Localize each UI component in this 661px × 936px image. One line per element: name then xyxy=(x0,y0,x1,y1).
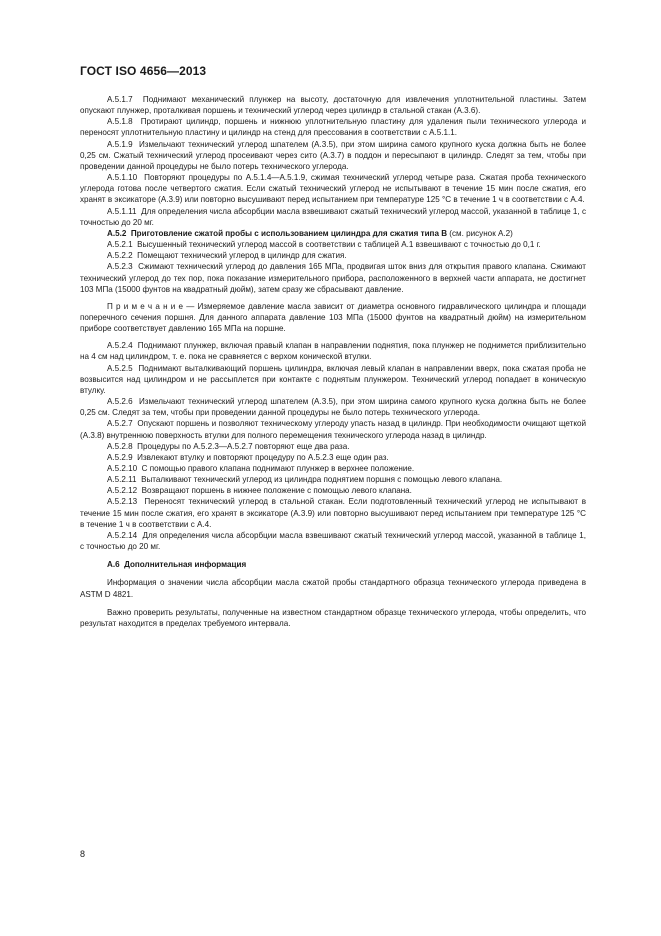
paragraph-a517: А.5.1.7 Поднимают механический плунжер на высоту, достаточную для извлечения уплотнительной пластины. Затем опускают плунжер, проталкивая поршень и технический углерод через цилиндр в стальной стакан (А.3.6). xyxy=(80,95,587,116)
paragraph-a519: А.5.1.9 Измельчают технический углерод шпателем (А.3.5), при этом ширина самого крупного куска должна быть не более 0,25 см. Сжатый технический углерод просеивают через сито (А.3.7) в поддон и пересыпают в цилиндр. Следят за тем, чтобы при проведении данной процедуры не было потерь технического углерода. xyxy=(80,139,587,171)
paragraph-a529: А.5.2.9 Извлекают втулку и повторяют процедуру по А.5.2.3 еще один раз. xyxy=(107,452,389,462)
paragraph-a523: А.5.2.3 Сжимают технический углерод до давления 165 МПа, продвигая шток вниз для открытия правого клапана. Сжимают технический углерод до тех пор, пока показание измерительного прибора, расположенного в верхней части аппарата, не достигнет 103 МПа (15000 фунтов на квадратный дюйм), затем сразу же сбрасывают давление. xyxy=(80,262,586,294)
note-text: — Измеряемое давление масла зависит от диаметра основного гидравлического цилиндра и площади поперечного сечения поршня. Для данного аппарата давление 103 МПа (15000 фунтов на квадратный дюйм) на измерительном приборе соответствует давлению 165 МПа на поршне. xyxy=(80,301,587,334)
paragraph-a528: А.5.2.8 Процедуры по А.5.2.3—А.5.2.7 повторяют еще два раза. xyxy=(107,441,350,451)
paragraph-a5213: А.5.2.13 Переносят технический углерод в стальной стакан. Если подготовленный технический углерод не испытывают в течение 15 мин после сжатия, его хранят в эксикаторе (А.3.9) или повторно высушивают перед испытанием при температуре 125 °С в течение 1 ч в соответствии с А.4. xyxy=(80,497,586,529)
paragraph-a5211: А.5.2.11 Выталкивают технический углерод из цилиндра поднятием поршня с помощью левого клапана. xyxy=(107,475,503,485)
paragraph-a521: А.5.2.1 Высушенный технический углерод массой в соответствии с таблицей А.1 взвешивают с точностью до 0,1 г. xyxy=(107,240,541,250)
document-header: ГОСТ ISO 4656—2013 xyxy=(80,64,207,78)
paragraph-a5110: А.5.1.10 Повторяют процедуры по А.5.1.4—А.5.1.9, сжимая технический углерод четыре раза. Сжатая проба технического углерода готова после четвертого сжатия. Если сжатый технический углерод не испытывают в течение 15 мин после сжатия, его хранят в эксикаторе (А.3.9) или повторно высушивают перед испытанием при температуре 125 °С в течение 1 ч в соответствии с А.4. xyxy=(80,173,586,205)
paragraph-a5212: А.5.2.12 Возвращают поршень в нижнее положение с помощью левого клапана. xyxy=(107,486,412,496)
paragraph-a522: А.5.2.2 Помещают технический углерод в цилиндр для сжатия. xyxy=(107,251,347,261)
paragraph-a524: А.5.2.4 Поднимают плунжер, включая правый клапан в направлении поднятия, пока плунжер не поднимется приблизительно на 4 см над цилиндром, т. е. пока не сравняется с верхом конической втулки. xyxy=(80,341,586,362)
note xyxy=(80,301,586,334)
paragraph-a518: А.5.1.8 Протирают цилиндр, поршень и нижнюю уплотнительную пластину для удаления пыли технического углерода и переносят уплотнительную пластину и цилиндр на стенд для прессования в соответствии с А.5.1.1. xyxy=(80,117,586,138)
note-label: П р и м е ч а н и е xyxy=(107,301,183,311)
paragraph-a527: А.5.2.7 Опускают поршень и позволяют техническому углероду упасть назад в цилиндр. При необходимости очищают щеткой (А.3.8) внутреннюю поверхность втулки для полного перемещения технического углерода назад в цилиндр. xyxy=(80,419,587,440)
paragraph-a5111: А.5.1.11 Для определения числа абсорбции масла взвешивают сжатый технический углерод массой, указанной в таблице 1, с точностью до 20 мг. xyxy=(80,206,587,227)
paragraph-a5214: А.5.2.14 Для определения числа абсорбции масла взвешивают сжатый технический углерод массой, указанной в таблице 1, с точностью до 20 мг. xyxy=(80,530,587,552)
paragraph-a5210: А.5.2.10 С помощью правого клапана поднимают плунжер в верхнее положение. xyxy=(107,464,415,473)
paragraph-a525: А.5.2.5 Поднимают выталкивающий поршень цилиндра, включая левый клапан в направлении вверх, пока сжатая проба не возвысится над цилиндром и не рассыплется при контакте с поднятым плунжером. Технический углерод попадает в коническую втулку. xyxy=(80,363,587,395)
section-heading-a6: А.6 Дополнительная информация xyxy=(107,560,247,570)
document-body xyxy=(80,94,586,629)
paragraph-a526: А.5.2.6 Измельчают технический углерод шпателем (А.3.5), при этом ширина самого крупного куска должна быть не более 0,25 см. Следят за тем, чтобы при проведении данной процедуры не было потерь технического углерода. xyxy=(80,397,587,418)
paragraph-a6-2: Важно проверить результаты, полученные на известном стандартном образце технического углерода, чтобы определить, что результат находится в пределах требуемого интервала. xyxy=(80,607,586,628)
paragraph-a6-1: Информация о значении числа абсорбции масла сжатой пробы стандартного образца технического углерода приведена в ASTM D 4821. xyxy=(80,578,586,599)
section-heading-a52: А.5.2 Приготовление сжатой пробы с использованием цилиндра для сжатия типа В (см. рисунок А.2) xyxy=(107,228,513,238)
page-number: 8 xyxy=(80,849,86,859)
